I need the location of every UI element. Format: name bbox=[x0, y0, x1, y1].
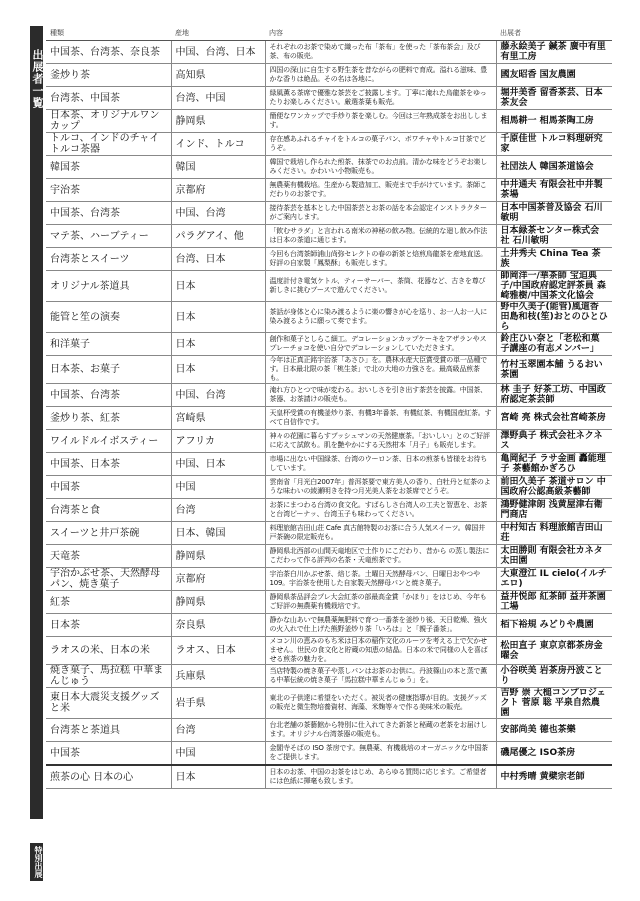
kind-cell: 日本茶、お菓子 bbox=[46, 356, 171, 384]
table-header-row bbox=[46, 26, 612, 41]
table-row bbox=[46, 688, 612, 719]
kind-cell: オリジナル茶道具 bbox=[46, 271, 171, 302]
origin-cell: ラオス、日本 bbox=[171, 637, 265, 665]
desc-cell: 当店特製の焼き菓子や蒸しパンはお茶のお供に。丹波篠山の本と蒸で薫る中華伝統の焼き菓子「馬拉糕中華まんじゅう」を。 bbox=[265, 665, 496, 688]
table-row bbox=[46, 568, 612, 591]
sidebar-special-label: 特別出展 bbox=[34, 846, 43, 878]
origin-cell: 中国、台湾 bbox=[171, 384, 265, 407]
table-row bbox=[46, 156, 612, 179]
origin-cell: 日本 bbox=[171, 271, 265, 302]
desc-cell: 「飲むサラダ」と言われる南米の神秘の飲み物。伝統的な廻し飲み作法は日本の茶道に通じます。 bbox=[265, 225, 496, 248]
origin-cell: 台湾、日本 bbox=[171, 248, 265, 271]
exhibitor-cell: 前田久美子 茶道サロン 中国政府公認高級茶藝師 bbox=[496, 476, 612, 499]
kind-cell: 中国茶、台湾茶 bbox=[46, 384, 171, 407]
origin-cell: 中国、台湾、日本 bbox=[171, 41, 265, 64]
exhibitor-cell: 林 圭子 好茶工坊、中国政府認定茶芸師 bbox=[496, 384, 612, 407]
origin-cell: 静岡県 bbox=[171, 110, 265, 133]
sidebar-main-label: 出展者一覧 bbox=[31, 49, 44, 109]
kind-cell: 中国茶、台湾茶 bbox=[46, 202, 171, 225]
desc-cell: 今回も台湾茶師浦山尚弥セレクトの春の新茶と焙煎烏龍茶を産地直送。好評の自家製「鳳梨酥」も販売します。 bbox=[265, 248, 496, 271]
exhibitor-cell: 太田勝則 有限会社カネタ太田園 bbox=[496, 545, 612, 568]
kind-cell: 釜炒り茶、紅茶 bbox=[46, 407, 171, 430]
header-kind: 種類 bbox=[46, 26, 171, 41]
exhibitor-table bbox=[46, 26, 612, 789]
kind-cell: 中国茶 bbox=[46, 476, 171, 499]
origin-cell: 台湾、中国 bbox=[171, 87, 265, 110]
desc-cell: 緑風薫る茶席で優雅な茶芸をご披露します。丁寧に淹れた烏龍茶をゆったりお楽しみください。厳選茶葉も販売。 bbox=[265, 87, 496, 110]
kind-cell: 日本茶、オリジナルワンカップ bbox=[46, 110, 171, 133]
desc-cell: 今年は正真正銘宇治茶「あさひ」を。農林水産大臣賞受賞の単一品種です。日本最北限の茶「桃生茶」で北の大地の力強さを。最高級品煎茶も。 bbox=[265, 356, 496, 384]
table-row bbox=[46, 64, 612, 87]
table-row bbox=[46, 476, 612, 499]
kind-cell: 宇治茶 bbox=[46, 179, 171, 202]
origin-cell: 台湾 bbox=[171, 499, 265, 522]
kind-cell: 中国茶、日本茶 bbox=[46, 453, 171, 476]
kind-cell: 中国茶 bbox=[46, 742, 171, 766]
kind-cell: 宇治かぶせ茶、天然酵母パン、焼き菓子 bbox=[46, 568, 171, 591]
exhibitor-cell: 小谷咲美 岩茶房丹波ことり bbox=[496, 665, 612, 688]
table-row bbox=[46, 453, 612, 476]
table-row bbox=[46, 302, 612, 333]
special-kind-cell: 煎茶の心 日本の心 bbox=[46, 765, 171, 789]
kind-cell: 韓国茶 bbox=[46, 156, 171, 179]
exhibitor-cell: 大東澄江 IL cielo(イルチエロ) bbox=[496, 568, 612, 591]
exhibitor-cell: 吉野 崇 大槌コンプロジェクト 菅原 聡 平泉自然農園 bbox=[496, 688, 612, 719]
origin-cell: 兵庫県 bbox=[171, 665, 265, 688]
exhibitor-cell: 中村知古 料理旅館吉田山荘 bbox=[496, 522, 612, 545]
desc-cell: 静岡県茶品評会プレ大会紅茶の部最高金賞「かほり」をはじめ、今年もご好評の無農薬有機栽培です。 bbox=[265, 591, 496, 614]
origin-cell: 韓国 bbox=[171, 156, 265, 179]
desc-cell: 雲南省「月光白2007年」普洱茶要で東方美人の香り、白牡丹と紅茶のような味わいの綾瀬明きを持つ月光美人茶をお茶席でどうぞ。 bbox=[265, 476, 496, 499]
origin-cell: 奈良県 bbox=[171, 614, 265, 637]
desc-cell: 四国の深山に自生する野生茶を昔ながらの肥料で育成。溢れる滋味、豊かな香りは絶品。その名は各地に。 bbox=[265, 64, 496, 87]
exhibitor-cell: 磯尾優之 ISO茶房 bbox=[496, 742, 612, 766]
kind-cell: 焼き菓子、馬拉糕 中華まんじゅう bbox=[46, 665, 171, 688]
exhibitor-cell: 師岡洋一/華茶師 宝迫典子/中国政府認定評茶員 森崎雅樹/中国茶文化協会 bbox=[496, 271, 612, 302]
table-row bbox=[46, 248, 612, 271]
table-row bbox=[46, 271, 612, 302]
table-row bbox=[46, 591, 612, 614]
table-row bbox=[46, 742, 612, 766]
desc-cell: 金閣寺そばの ISO 茶房です。無農薬、有機栽培のオーガニックな中国茶をご提供します。 bbox=[265, 742, 496, 766]
desc-cell: 接待茶芸を基本とした中国茶芸とお茶の話を本会認定インストラクターがご案内します。 bbox=[265, 202, 496, 225]
special-exhibitor-cell: 中村秀晴 黄檗宗老師 bbox=[496, 765, 612, 789]
desc-cell: 静岡県北西部の山間天竜地区で土作りにこだわり、昔から の蒸し製法にこだわって作る評判の名茶・天竜煎茶です。 bbox=[265, 545, 496, 568]
table-row bbox=[46, 333, 612, 356]
origin-cell: 日本、韓国 bbox=[171, 522, 265, 545]
exhibitor-cell: 中井通夫 有限会社中井製茶場 bbox=[496, 179, 612, 202]
table-row bbox=[46, 202, 612, 225]
desc-cell: 天皇杯受賞の有機釜炒り茶、有機3年番茶、有機紅茶、有機国産紅茶。すべて自信作です。 bbox=[265, 407, 496, 430]
exhibitor-cell: 益井悦郎 紅茶師 益井茶園工場 bbox=[496, 591, 612, 614]
desc-cell: 東北の子供達に希望をいただく。被災者の健康指導が目的。支援グッズの販売と微生物培養資材、海藻、米麹等々で作る美味米の販売。 bbox=[265, 688, 496, 719]
desc-cell: 淹れ方ひとつで味が変わる。おいしさを引き出す茶芸を披露。中国茶、茶器、お茶請けの販売も。 bbox=[265, 384, 496, 407]
exhibitor-cell: 竹村玉翠園本舗 うるおい茶園 bbox=[496, 356, 612, 384]
exhibitor-cell: 松田直子 東京京都茶房金曜会 bbox=[496, 637, 612, 665]
origin-cell: 台湾 bbox=[171, 719, 265, 742]
origin-cell: 中国、日本 bbox=[171, 453, 265, 476]
table-row bbox=[46, 637, 612, 665]
header-exhibitor: 出展者 bbox=[496, 26, 612, 41]
table-row bbox=[46, 407, 612, 430]
exhibitor-cell: 土井秀夫 China Tea 茶族 bbox=[496, 248, 612, 271]
desc-cell: 韓国で栽培し作られた煎茶、抹茶でのお点前。清かな味をどうぞお楽しみください。かわいい小物販売も。 bbox=[265, 156, 496, 179]
kind-cell: 紅茶 bbox=[46, 591, 171, 614]
table-row bbox=[46, 87, 612, 110]
exhibitor-cell: 千原佳世 トルコ料理研究家 bbox=[496, 133, 612, 156]
sidebar-main-bar bbox=[30, 26, 43, 819]
exhibitor-cell: 相馬耕一 相馬茶陶工房 bbox=[496, 110, 612, 133]
kind-cell: マテ茶、ハーブティー bbox=[46, 225, 171, 248]
table-row bbox=[46, 545, 612, 568]
special-origin-cell: 日本 bbox=[171, 765, 265, 789]
table-body bbox=[46, 41, 612, 789]
exhibitor-cell: 國友昭香 国友農園 bbox=[496, 64, 612, 87]
origin-cell: 日本 bbox=[171, 333, 265, 356]
exhibitor-cell: 社団法人 韓国茶道協会 bbox=[496, 156, 612, 179]
table-row bbox=[46, 384, 612, 407]
kind-cell: スイーツと井戸茶碗 bbox=[46, 522, 171, 545]
kind-cell: ラオスの米、日本の米 bbox=[46, 637, 171, 665]
desc-cell: 無農薬有機栽培。生産から製造加工、販売まで手がけています。茶師こだわりのお茶です。 bbox=[265, 179, 496, 202]
exhibitor-cell: 日本緑茶センター株式会社 石川敏明 bbox=[496, 225, 612, 248]
desc-cell: それぞれのお茶で染めて織った布「茶布」を使った「茶布茶会」及び茶、布の販売。 bbox=[265, 41, 496, 64]
exhibitor-cell: 亀岡紀子 ラサ金画 轟能理子 茶藝館かぎろひ bbox=[496, 453, 612, 476]
desc-cell: お茶にまつわる台湾の食文化。すばらしさ台湾人の工夫と智恵を、お茶と台湾ピーナッ、台湾玉子も味わってください。 bbox=[265, 499, 496, 522]
desc-cell: 温度計付き電気ケトル、ティーサーバー、茶筒、花器など、古きを尊び新しきに挑むブースで遊んでください。 bbox=[265, 271, 496, 302]
special-table-row bbox=[46, 765, 612, 789]
kind-cell: 東日本大震災支援グッズと米 bbox=[46, 688, 171, 719]
table-row bbox=[46, 614, 612, 637]
origin-cell: 中国 bbox=[171, 476, 265, 499]
origin-cell: 日本 bbox=[171, 302, 265, 333]
origin-cell: 宮崎県 bbox=[171, 407, 265, 430]
desc-cell: 静かな山あいで無農薬無肥料で育つ一番茶を釜炒り後、天日乾燥、強火の火入れで仕上げた熊野釜炒り茶「いろは」と「親子番茶」。 bbox=[265, 614, 496, 637]
table-row bbox=[46, 499, 612, 522]
table-row bbox=[46, 665, 612, 688]
desc-cell: 簡便なワンカップで手炒り茶を楽しむ。今回は三年熟成茶をお出しします。 bbox=[265, 110, 496, 133]
header-desc: 内容 bbox=[265, 26, 496, 41]
kind-cell: ワイルドルイボスティー bbox=[46, 430, 171, 453]
exhibitor-cell: 野中久美子(能管)風道香 田島和枝(笙)おとのひとひら bbox=[496, 302, 612, 333]
kind-cell: トルコ、インドのチャイ トルコ茶器 bbox=[46, 133, 171, 156]
origin-cell: 中国 bbox=[171, 742, 265, 766]
special-desc-cell: 日本のお茶、中国のお茶をはじめ、あらゆる質問に応じます。ご希望者には色紙に揮毫も致します。 bbox=[265, 765, 496, 789]
exhibitor-cell: 日本中国茶普及協会 石川敏明 bbox=[496, 202, 612, 225]
table-row bbox=[46, 110, 612, 133]
kind-cell: 台湾茶と茶道具 bbox=[46, 719, 171, 742]
kind-cell: 台湾茶、中国茶 bbox=[46, 87, 171, 110]
table-row bbox=[46, 356, 612, 384]
origin-cell: 中国、台湾 bbox=[171, 202, 265, 225]
origin-cell: 岩手県 bbox=[171, 688, 265, 719]
origin-cell: 静岡県 bbox=[171, 545, 265, 568]
kind-cell: 台湾茶とスイーツ bbox=[46, 248, 171, 271]
origin-cell: 京都府 bbox=[171, 568, 265, 591]
kind-cell: 能管と笙の演奏 bbox=[46, 302, 171, 333]
origin-cell: 静岡県 bbox=[171, 591, 265, 614]
desc-cell: 神々の花園に暮らすブッシュマンの天然健康茶。「おいしい」とのご好評に応えて試飲も。肌を艶やかにする天然柑本「月子」も販売します。 bbox=[265, 430, 496, 453]
origin-cell: 高知県 bbox=[171, 64, 265, 87]
desc-cell: 茶話が身体と心に染み渡るように楽の響きが心を巡り、お一人お一人に染み渡るように願って奏でます。 bbox=[265, 302, 496, 333]
desc-cell: メコン川の恵みのもち米は日本の稲作文化のルーツを考える上で欠かせません。世民の食文化と貯蔵の知恵の結晶。日本の米で同様の人を喜ばせる煎茶の魅力を。 bbox=[265, 637, 496, 665]
kind-cell: 天竜茶 bbox=[46, 545, 171, 568]
kind-cell: 釜炒り茶 bbox=[46, 64, 171, 87]
origin-cell: 日本 bbox=[171, 356, 265, 384]
table-row bbox=[46, 41, 612, 64]
desc-cell: 宇治茶白川かぶせ茶、焙じ茶。土曜日天然酵母パン、日曜日おやつや109。宇治茶を使用した自家製天然酵母パンと焼き菓子。 bbox=[265, 568, 496, 591]
origin-cell: インド、トルコ bbox=[171, 133, 265, 156]
table-row bbox=[46, 133, 612, 156]
desc-cell: 市場に出ない中国緑茶、台湾のウーロン茶、日本の煎茶も皆様をお待ちしています。 bbox=[265, 453, 496, 476]
exhibitor-cell: 澤野典子 株式会社ネクネス bbox=[496, 430, 612, 453]
table-row bbox=[46, 179, 612, 202]
kind-cell: 日本茶 bbox=[46, 614, 171, 637]
exhibitor-cell: 宮崎 亮 株式会社宮崎茶房 bbox=[496, 407, 612, 430]
kind-cell: 中国茶、台湾茶、奈良茶 bbox=[46, 41, 171, 64]
origin-cell: 京都府 bbox=[171, 179, 265, 202]
exhibitor-cell: 栢下裕規 みどりや農園 bbox=[496, 614, 612, 637]
desc-cell: 台北老舗の茶藝館から特別に仕入れてきた新茶と秘蔵の老茶をお届けします。オリジナル台湾茶器の販売も。 bbox=[265, 719, 496, 742]
origin-cell: パラグアイ、他 bbox=[171, 225, 265, 248]
table-row bbox=[46, 225, 612, 248]
desc-cell: 存在感あふれるチャイをトルコの菓子パン、ボワチャやトルコ甘茶でどうぞ。 bbox=[265, 133, 496, 156]
desc-cell: 料理旅館吉田山荘 Cafe 真古館特製のお茶に合う人気スイーツ。韓国井戸茶碗の限定販売も。 bbox=[265, 522, 496, 545]
desc-cell: 創作和菓子としらこ細工。デコレーションカップケーキをアザランやスプレーチョコを使い自分でデコレーションしていただきます。 bbox=[265, 333, 496, 356]
exhibitor-cell: 鴻野健津朗 浅黄屋津右衛門商店 bbox=[496, 499, 612, 522]
table-row bbox=[46, 522, 612, 545]
exhibitor-cell: 鈴庄ひい奈と「老松和菓子講座の有志メンバー」 bbox=[496, 333, 612, 356]
kind-cell: 和洋菓子 bbox=[46, 333, 171, 356]
exhibitor-cell: 藤永絵美子 鍼茶 廣中有里 有里工房 bbox=[496, 41, 612, 64]
exhibitor-cell: 堀井美香 留香茶芸、日本茶友会 bbox=[496, 87, 612, 110]
exhibitor-cell: 安部尚美 德也茶樂 bbox=[496, 719, 612, 742]
table-row bbox=[46, 719, 612, 742]
kind-cell: 台湾茶と食 bbox=[46, 499, 171, 522]
origin-cell: アフリカ bbox=[171, 430, 265, 453]
header-origin: 産地 bbox=[171, 26, 265, 41]
table-row bbox=[46, 430, 612, 453]
